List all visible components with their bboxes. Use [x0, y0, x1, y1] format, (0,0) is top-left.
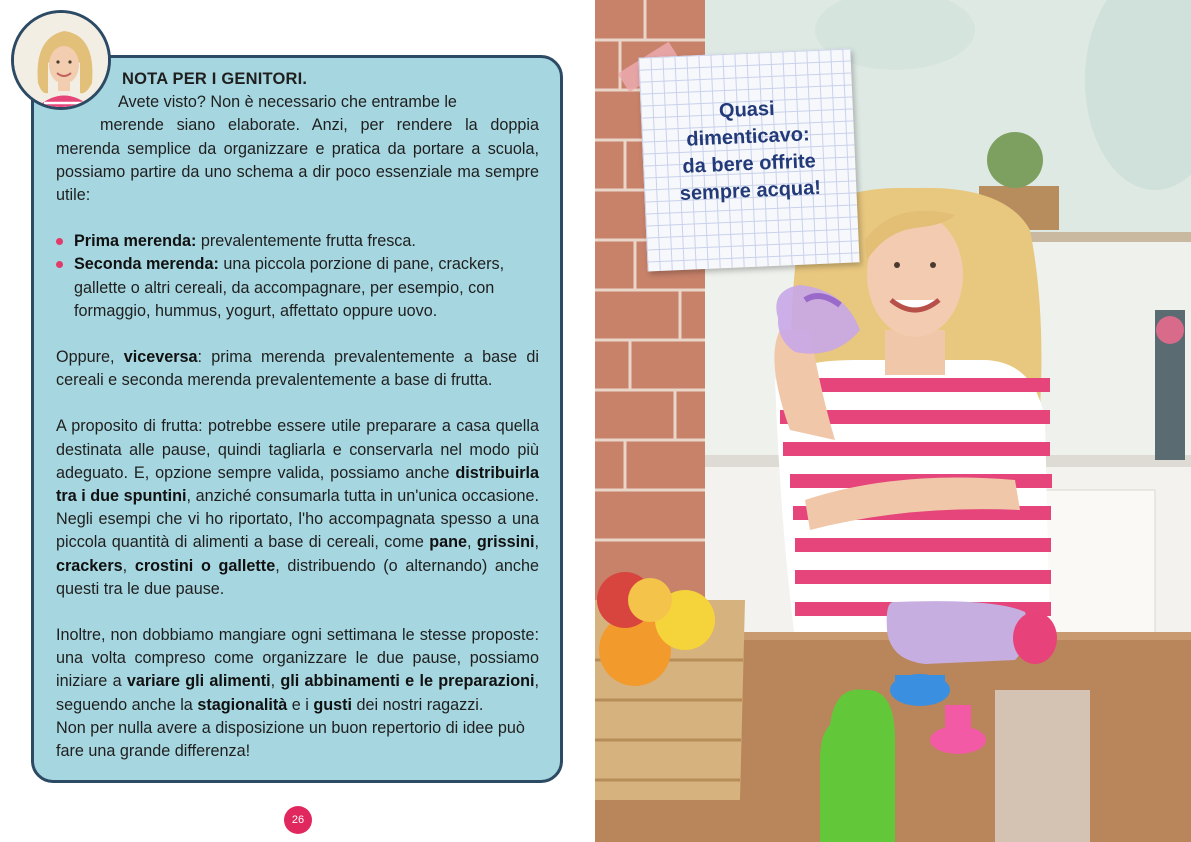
note-title: NOTA PER I GENITORI. [122, 70, 308, 88]
paragraph-inoltre: Inoltre, non dobbiamo mangiare ogni settimana le stesse proposte: una volta compreso come organizzare le due pause, possiamo iniziare a variare gli alimenti, gli abbinamenti e le preparazioni, seguendo anche la stagionalità e i gusti dei nostri ragazzi. [56, 626, 540, 714]
sticky-line-2: dimenticavo: [685, 123, 811, 151]
paragraph-frutta: A proposito di frutta: potrebbe essere utile preparare a casa quella destinata alle pause, quindi tagliarla e conservarla nel modo più adeguato. E, opzione sempre valida, possiamo anche distribuirla tra i due spuntini, anziché consumarla tutta in un'unica occasione. Negli esempi che vi ho riportato, l'ho accompagnata spesso a una piccola quantità di alimenti a base di cereali, come pane, grissini, crackers, crostini o gallette, distribuendo (o alternando) anche questi tra le due pause. [56, 417, 539, 598]
sticky-line-1: Quasi [718, 97, 776, 123]
sticky-note [638, 48, 859, 271]
note-text [56, 68, 539, 763]
left-page [0, 0, 595, 842]
sticky-note-text [640, 92, 857, 209]
sticky-line-4: sempre acqua! [679, 176, 822, 206]
author-avatar [11, 10, 111, 110]
intro-line: Avete visto? Non è necessario che entrambe le [118, 93, 457, 112]
paragraph-conclusione: Non per nulla avere a disposizione un buon repertorio di idee può fare una grande differenza! [56, 718, 525, 761]
merenda-list [56, 230, 539, 323]
sticky-line-3: da bere offrite [682, 150, 817, 178]
list-item-prima-merenda: Prima merenda: prevalentemente frutta fresca. [56, 230, 539, 253]
paragraph-viceversa: Oppure, viceversa: prima merenda prevalentemente a base di cereali e seconda merenda prevalentemente a base di frutta. [56, 348, 539, 390]
intro-paragraph: merende siano elaborate. Anzi, per rendere la doppia merenda semplice da organizzare e pratica da portare a scuola, possiamo partire da uno schema a dir poco essenziale ma sempre utile: [56, 116, 539, 205]
list-item-seconda-merenda: Seconda merenda: una piccola porzione di pane, crackers, gallette o altri cereali, da accompagnare, per esempio, con formaggio, hummus, yogurt, affettato oppure uovo. [56, 253, 539, 323]
page-number: 26 [284, 806, 312, 834]
